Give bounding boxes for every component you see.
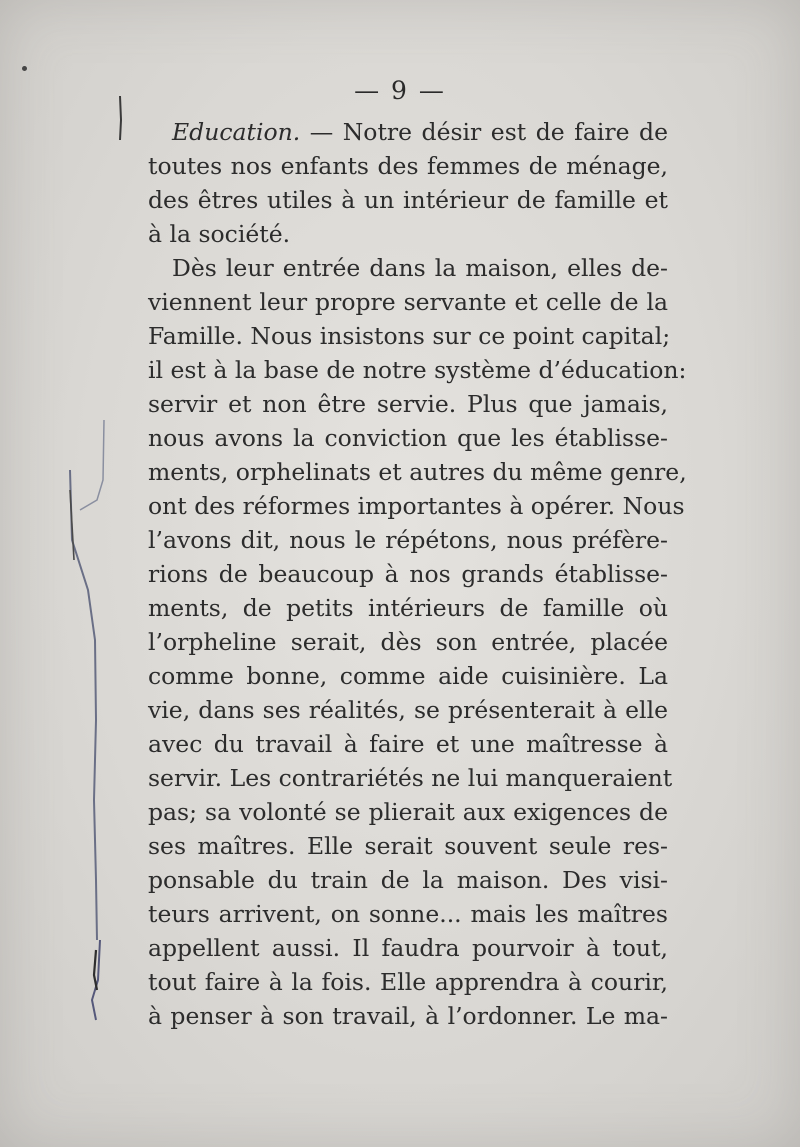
text-line: tout faire à la fois. Elle apprendra à courir, bbox=[148, 968, 668, 996]
text-line-rest: — Notre désir est de faire de bbox=[300, 118, 668, 146]
text-line: il est à la base de notre système d’éducation: bbox=[148, 356, 687, 384]
text-line: viennent leur propre servante et celle de la bbox=[148, 288, 668, 316]
text-line: à la société. bbox=[148, 220, 291, 248]
text-line: des êtres utiles à un intérieur de famille et bbox=[148, 186, 668, 214]
text-line: vie, dans ses réalités, se présenterait à elle bbox=[148, 696, 668, 724]
text-line: ments, de petits intérieurs de famille où bbox=[148, 594, 668, 622]
body-text bbox=[148, 115, 687, 1033]
text-line: Dès leur entrée dans la maison, elles de- bbox=[172, 254, 668, 282]
text-line: comme bonne, comme aide cuisinière. La bbox=[148, 662, 668, 690]
text-line bbox=[148, 115, 668, 149]
text-line: servir. Les contrariétés ne lui manqueraient bbox=[148, 764, 673, 792]
text-line: ments, orphelinats et autres du même genre, bbox=[148, 458, 687, 486]
text-line: Famille. Nous insistons sur ce point capital; bbox=[148, 322, 671, 350]
text-line: servir et non être servie. Plus que jamais, bbox=[148, 390, 668, 418]
text-line: pas; sa volonté se plierait aux exigences de bbox=[148, 798, 668, 826]
text-line: ont des réformes importantes à opérer. Nous bbox=[148, 492, 685, 520]
text-line: ponsable du train de la maison. Des visi- bbox=[148, 866, 668, 894]
text-line: l’avons dit, nous le répétons, nous préfère- bbox=[148, 526, 668, 554]
text-line: rions de beaucoup à nos grands établisse- bbox=[148, 560, 668, 588]
text-line: avec du travail à faire et une maîtresse à bbox=[148, 730, 668, 758]
text-line: à penser à son travail, à l’ordonner. Le ma- bbox=[148, 1002, 668, 1030]
text-line: teurs arrivent, on sonne... mais les maîtres bbox=[148, 900, 668, 928]
text-line: appellent aussi. Il faudra pourvoir à tout, bbox=[148, 934, 668, 962]
section-heading: Education. bbox=[172, 118, 301, 146]
text-line: nous avons la conviction que les établisse- bbox=[148, 424, 668, 452]
text-line: toutes nos enfants des femmes de ménage, bbox=[148, 152, 668, 180]
text-line: ses maîtres. Elle serait souvent seule res- bbox=[148, 832, 668, 860]
text-line: l’orpheline serait, dès son entrée, placée bbox=[148, 628, 668, 656]
page-number: — 9 — bbox=[354, 76, 446, 105]
ink-dot bbox=[22, 66, 27, 71]
